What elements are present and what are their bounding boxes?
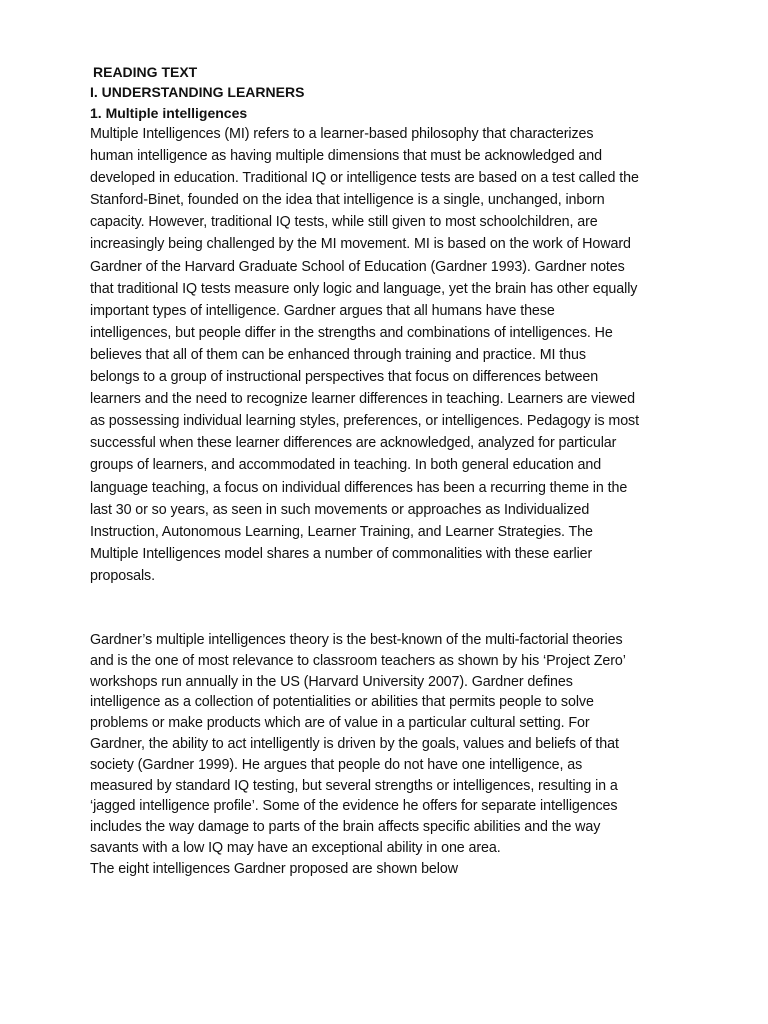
paragraph-line: problems or make products which are of value in a particular cultural setting. For xyxy=(90,715,590,732)
paragraph-line: that traditional IQ tests measure only logic and language, yet the brain has other equally xyxy=(90,280,638,297)
paragraph-line: successful when these learner differences are acknowledged, analyzed for particular xyxy=(90,435,617,452)
paragraph-line: workshops run annually in the US (Harvard University 2007). Gardner defines xyxy=(90,673,573,690)
paragraph-line: and is the one of most relevance to classroom teachers as shown by his ‘Project Zero’ xyxy=(90,652,626,669)
paragraph-line: proposals. xyxy=(90,567,155,584)
section-title: I. UNDERSTANDING LEARNERS xyxy=(90,84,305,100)
paragraph-line: developed in education. Traditional IQ or intelligence tests are based on a test called the xyxy=(90,170,639,187)
paragraph-line: important types of intelligence. Gardner argues that all humans have these xyxy=(90,302,555,319)
paragraph-line: increasingly being challenged by the MI movement. MI is based on the work of Howard xyxy=(90,236,631,253)
paragraph-line: language teaching, a focus on individual differences has been a recurring theme in the xyxy=(90,479,628,496)
paragraph-line: last 30 or so years, as seen in such movements or approaches as Individualized xyxy=(90,501,590,518)
paragraph-line: savants with a low IQ may have an exceptional ability in one area. xyxy=(90,839,501,856)
paragraph-line: human intelligence as having multiple dimensions that must be acknowledged and xyxy=(90,148,602,165)
paragraph-line: belongs to a group of instructional perspectives that focus on differences between xyxy=(90,369,599,386)
paragraph-line: includes the way damage to parts of the brain affects specific abilities and the way xyxy=(90,819,601,836)
paragraph-line: Gardner of the Harvard Graduate School of Education (Gardner 1993). Gardner notes xyxy=(90,258,625,275)
paragraph-line: learners and the need to recognize learner differences in teaching. Learners are viewed xyxy=(90,391,635,408)
reading-text-label: READING TEXT xyxy=(93,64,198,80)
paragraph-line: Multiple Intelligences model shares a number of commonalities with these earlier xyxy=(90,545,593,562)
paragraph-line: Instruction, Autonomous Learning, Learner Training, and Learner Strategies. The xyxy=(90,523,593,540)
paragraph-line: society (Gardner 1999). He argues that people do not have one intelligence, as xyxy=(90,756,583,773)
subsection-title: 1. Multiple intelligences xyxy=(90,105,248,121)
paragraph-2 xyxy=(90,630,690,880)
paragraph-line: groups of learners, and accommodated in teaching. In both general education and xyxy=(90,457,602,474)
paragraph-line: intelligences, but people differ in the strengths and combinations of intelligences. He xyxy=(90,324,613,341)
paragraph-line: believes that all of them can be enhanced through training and practice. MI thus xyxy=(90,346,586,363)
paragraph-line: as possessing individual learning styles, preferences, or intelligences. Pedagogy is most xyxy=(90,413,639,430)
paragraph-line: ‘jagged intelligence profile’. Some of the evidence he offers for separate intelligences xyxy=(90,798,618,815)
paragraph-line: Multiple Intelligences (MI) refers to a learner-based philosophy that characterizes xyxy=(90,126,594,142)
paragraph-line: The eight intelligences Gardner proposed are shown below xyxy=(90,860,458,877)
paragraph-line: measured by standard IQ testing, but several strengths or intelligences, resulting in a xyxy=(90,777,618,794)
paragraph-line: capacity. However, traditional IQ tests, while still given to most schoolchildren, are xyxy=(90,214,598,231)
paragraph-line: Gardner’s multiple intelligences theory is the best-known of the multi-factorial theories xyxy=(90,632,623,648)
paragraph-line: intelligence as a collection of potentialities or abilities that permits people to solve xyxy=(90,694,594,711)
paragraph-line: Gardner, the ability to act intelligently is driven by the goals, values and beliefs of that xyxy=(90,735,619,752)
paragraph-line: Stanford-Binet, founded on the idea that intelligence is a single, unchanged, inborn xyxy=(90,192,605,209)
paragraph-1 xyxy=(90,123,690,587)
